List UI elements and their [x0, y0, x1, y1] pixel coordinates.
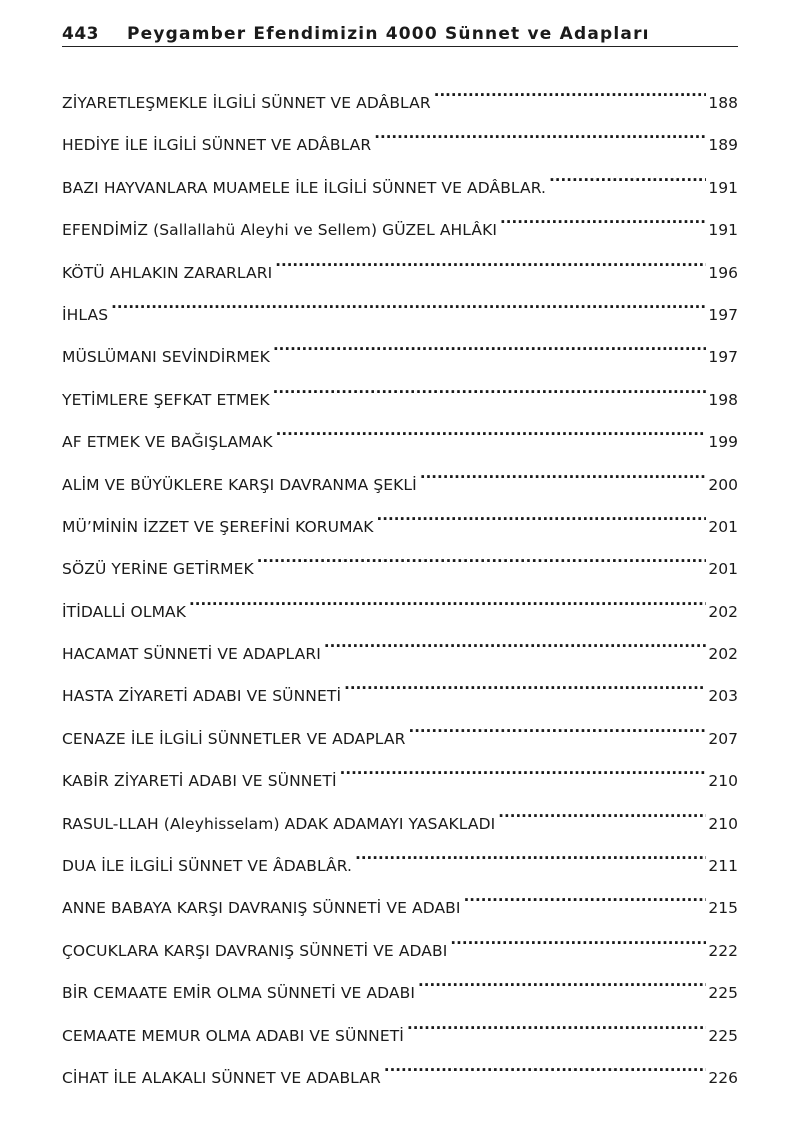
toc-entry-page: 188	[708, 94, 738, 112]
toc-entry	[62, 583, 738, 625]
toc-entry-page: 197	[708, 305, 738, 324]
dot-leader	[407, 1007, 706, 1041]
toc-entry-page: 196	[708, 263, 738, 282]
dot-leader	[500, 201, 706, 235]
toc-entry-title: CİHAT İLE ALAKALI SÜNNET VE ADABLAR	[62, 1068, 381, 1087]
toc-entry-page: 201	[708, 517, 738, 536]
toc-entry-title: YETİMLERE ŞEFKAT ETMEK	[62, 390, 270, 409]
dot-leader	[275, 244, 706, 278]
toc-entry-page: 200	[708, 475, 738, 494]
dot-leader	[344, 667, 706, 701]
toc-entry	[62, 159, 738, 201]
toc-entry-title: EFENDİMİZ (Sallallahü Aleyhi ve Sellem) GÜZEL AHLÂKI	[62, 221, 498, 240]
dot-leader	[498, 795, 706, 829]
dot-leader	[384, 1049, 707, 1083]
toc-entry-title: CENAZE İLE İLGİLİ SÜNNETLER VE ADAPLAR	[62, 729, 406, 748]
toc-entry-page: 203	[708, 687, 738, 706]
toc-entry-page: 226	[708, 1068, 738, 1087]
toc-entry	[62, 498, 738, 540]
toc-entry	[62, 795, 738, 837]
toc-entry	[62, 456, 738, 498]
toc-entry-title: MÜSLÜMANI SEVİNDİRMEK	[62, 348, 270, 367]
toc-entry	[62, 1049, 738, 1091]
toc-entry-title: DUA İLE İLGİLİ SÜNNET VE ÂDABLÂR.	[62, 857, 353, 876]
toc-entry	[62, 922, 738, 964]
toc-entry-page: 210	[708, 772, 738, 791]
dot-leader	[324, 625, 707, 659]
toc-entry-page: 215	[708, 899, 738, 918]
toc-entry-page: 202	[708, 645, 738, 664]
toc-entry-page: 210	[708, 814, 738, 833]
toc-entry	[62, 540, 738, 582]
toc-entry-title: KÖTÜ AHLAKIN ZARARLARI	[62, 263, 273, 282]
toc-entry-page: 202	[708, 602, 738, 621]
toc-entry	[62, 837, 738, 879]
toc-entry-title: CEMAATE MEMUR OLMA ADABI VE SÜNNETİ	[62, 1026, 404, 1045]
dot-leader	[273, 371, 707, 405]
toc-entry	[62, 752, 738, 794]
toc-entry	[62, 413, 738, 455]
toc-entry-title: HACAMAT SÜNNETİ VE ADAPLARI	[62, 645, 321, 664]
toc-entry-title: BAZI HAYVANLARA MUAMELE İLE İLGİLİ SÜNNET VE ADÂBLAR.	[62, 178, 547, 197]
toc-entry-title: ALİM VE BÜYÜKLERE KARŞI DAVRANMA ŞEKLİ	[62, 475, 417, 494]
toc-entry	[62, 74, 738, 116]
toc-entry-page: 201	[708, 560, 738, 579]
toc-entry	[62, 625, 738, 667]
dot-leader	[374, 116, 706, 150]
dot-leader	[418, 964, 706, 998]
toc-entry	[62, 667, 738, 709]
dot-leader	[189, 583, 706, 617]
toc-entry-title: ZİYARETLEŞMEKLE İLGİLİ SÜNNET VE ADÂBLAR	[62, 94, 431, 112]
dot-leader	[273, 328, 706, 362]
toc-entry-title: MÜ’MİNİN İZZET VE ŞEREFİNİ KORUMAK	[62, 517, 374, 536]
toc-entry-page: 207	[708, 729, 738, 748]
toc-entry-title: AF ETMEK VE BAĞIŞLAMAK	[62, 433, 273, 452]
toc-entry	[62, 710, 738, 752]
toc-entry-page: 225	[708, 1026, 738, 1045]
toc-entry-title: HEDİYE İLE İLGİLİ SÜNNET VE ADÂBLAR	[62, 136, 372, 155]
dot-leader	[355, 837, 706, 871]
toc-entry-title: BİR CEMAATE EMİR OLMA SÜNNETİ VE ADABI	[62, 984, 416, 1003]
table-of-contents	[62, 74, 738, 1091]
toc-entry	[62, 964, 738, 1006]
dot-leader	[257, 540, 707, 574]
toc-entry-page: 198	[708, 390, 738, 409]
dot-leader	[450, 922, 706, 956]
toc-entry-page: 225	[708, 984, 738, 1003]
toc-entry-title: ANNE BABAYA KARŞI DAVRANIŞ SÜNNETİ VE ADABI	[62, 899, 461, 918]
page-number: 443	[62, 24, 99, 44]
toc-entry	[62, 1007, 738, 1049]
running-title: Peygamber Efendimizin 4000 Sünnet ve Adapları	[127, 24, 650, 44]
page-header	[62, 20, 738, 47]
toc-entry	[62, 244, 738, 286]
toc-entry-page: 191	[708, 178, 738, 197]
toc-entry-title: İHLAS	[62, 305, 109, 324]
toc-entry	[62, 328, 738, 370]
toc-entry-title: İTİDALLİ OLMAK	[62, 602, 187, 621]
dot-leader	[340, 752, 707, 786]
toc-entry-page: 211	[708, 857, 738, 876]
toc-entry-page: 222	[708, 941, 738, 960]
toc-entry	[62, 371, 738, 413]
toc-entry-page: 197	[708, 348, 738, 367]
toc-entry-page: 199	[708, 433, 738, 452]
dot-leader	[420, 456, 707, 490]
toc-entry	[62, 286, 738, 328]
dot-leader	[111, 286, 706, 320]
dot-leader	[377, 498, 707, 532]
toc-entry-page: 189	[708, 136, 738, 155]
toc-entry-title: SÖZÜ YERİNE GETİRMEK	[62, 560, 254, 579]
toc-entry-title: HASTA ZİYARETİ ADABI VE SÜNNETİ	[62, 687, 342, 706]
toc-entry-title: RASUL-LLAH (Aleyhisselam) ADAK ADAMAYI YASAKLADI	[62, 814, 496, 833]
toc-entry	[62, 201, 738, 243]
dot-leader	[408, 710, 706, 744]
toc-entry	[62, 879, 738, 921]
dot-leader	[549, 159, 706, 193]
dot-leader	[434, 74, 707, 108]
dot-leader	[464, 879, 707, 913]
toc-entry-title: KABİR ZİYARETİ ADABI VE SÜNNETİ	[62, 772, 337, 791]
toc-entry-title: ÇOCUKLARA KARŞI DAVRANIŞ SÜNNETİ VE ADABI	[62, 941, 448, 960]
toc-entry-page: 191	[708, 221, 738, 240]
dot-leader	[276, 413, 707, 447]
toc-entry	[62, 116, 738, 158]
